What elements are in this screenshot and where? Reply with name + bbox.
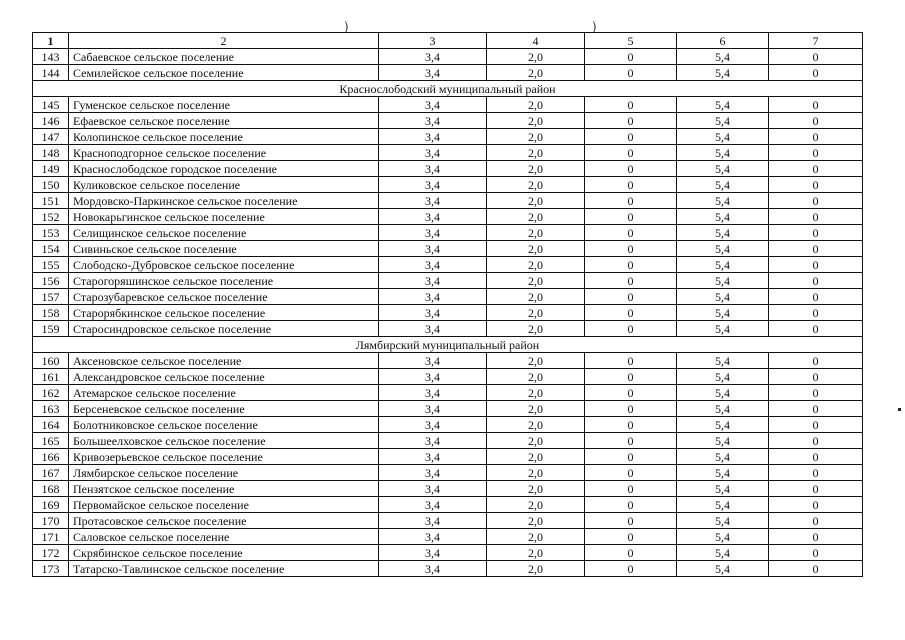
value-col-6: 5,4 [677, 225, 769, 241]
table-row [33, 129, 863, 145]
row-number: 156 [33, 273, 69, 289]
settlement-name: Атемарское сельское поселение [69, 385, 379, 401]
value-col-7: 0 [769, 465, 863, 481]
value-col-4: 2,0 [487, 273, 585, 289]
table-row [33, 177, 863, 193]
value-col-4: 2,0 [487, 529, 585, 545]
value-col-7: 0 [769, 161, 863, 177]
table-row [33, 257, 863, 273]
column-header: 3 [379, 33, 487, 49]
value-col-3: 3,4 [379, 129, 487, 145]
value-col-3: 3,4 [379, 545, 487, 561]
value-col-3: 3,4 [379, 209, 487, 225]
value-col-6: 5,4 [677, 145, 769, 161]
row-number: 150 [33, 177, 69, 193]
row-number: 153 [33, 225, 69, 241]
value-col-5: 0 [585, 385, 677, 401]
table-body [33, 33, 863, 577]
value-col-7: 0 [769, 129, 863, 145]
value-col-6: 5,4 [677, 305, 769, 321]
value-col-4: 2,0 [487, 481, 585, 497]
settlement-name: Сабаевское сельское поселение [69, 49, 379, 65]
value-col-7: 0 [769, 417, 863, 433]
value-col-6: 5,4 [677, 513, 769, 529]
value-col-5: 0 [585, 65, 677, 81]
bracket-mark-icon: ) [344, 20, 349, 34]
settlement-name: Мордовско-Паркинское сельское поселение [69, 193, 379, 209]
value-col-3: 3,4 [379, 465, 487, 481]
municipal-table [32, 32, 863, 577]
value-col-3: 3,4 [379, 161, 487, 177]
value-col-7: 0 [769, 449, 863, 465]
settlement-name: Семилейское сельское поселение [69, 65, 379, 81]
value-col-5: 0 [585, 369, 677, 385]
value-col-5: 0 [585, 433, 677, 449]
table-row [33, 481, 863, 497]
value-col-5: 0 [585, 209, 677, 225]
value-col-3: 3,4 [379, 369, 487, 385]
value-col-6: 5,4 [677, 529, 769, 545]
value-col-5: 0 [585, 225, 677, 241]
table-row [33, 449, 863, 465]
value-col-7: 0 [769, 369, 863, 385]
value-col-3: 3,4 [379, 97, 487, 113]
value-col-3: 3,4 [379, 513, 487, 529]
table-row [33, 289, 863, 305]
header-row [33, 33, 863, 49]
table-row [33, 321, 863, 337]
settlement-name: Скрябинское сельское поселение [69, 545, 379, 561]
table-row [33, 385, 863, 401]
row-number: 173 [33, 561, 69, 577]
value-col-7: 0 [769, 193, 863, 209]
value-col-6: 5,4 [677, 129, 769, 145]
section-row [33, 337, 863, 353]
settlement-name: Лямбирское сельское поселение [69, 465, 379, 481]
value-col-4: 2,0 [487, 65, 585, 81]
value-col-5: 0 [585, 177, 677, 193]
value-col-4: 2,0 [487, 465, 585, 481]
value-col-5: 0 [585, 481, 677, 497]
value-col-5: 0 [585, 561, 677, 577]
value-col-4: 2,0 [487, 433, 585, 449]
value-col-4: 2,0 [487, 401, 585, 417]
settlement-name: Старогоряшинское сельское поселение [69, 273, 379, 289]
table-row [33, 545, 863, 561]
value-col-4: 2,0 [487, 161, 585, 177]
value-col-5: 0 [585, 513, 677, 529]
value-col-6: 5,4 [677, 481, 769, 497]
row-number: 147 [33, 129, 69, 145]
settlement-name: Пензятское сельское поселение [69, 481, 379, 497]
value-col-3: 3,4 [379, 417, 487, 433]
value-col-4: 2,0 [487, 129, 585, 145]
value-col-5: 0 [585, 113, 677, 129]
table-row [33, 225, 863, 241]
value-col-4: 2,0 [487, 497, 585, 513]
value-col-5: 0 [585, 257, 677, 273]
table-row [33, 145, 863, 161]
settlement-name: Первомайское сельское поселение [69, 497, 379, 513]
value-col-5: 0 [585, 161, 677, 177]
row-number: 145 [33, 97, 69, 113]
value-col-4: 2,0 [487, 353, 585, 369]
value-col-5: 0 [585, 49, 677, 65]
value-col-7: 0 [769, 145, 863, 161]
table-row [33, 401, 863, 417]
value-col-4: 2,0 [487, 321, 585, 337]
settlement-name: Красноподгорное сельское поселение [69, 145, 379, 161]
value-col-6: 5,4 [677, 385, 769, 401]
value-col-5: 0 [585, 545, 677, 561]
settlement-name: Куликовское сельское поселение [69, 177, 379, 193]
settlement-name: Старозубаревское сельское поселение [69, 289, 379, 305]
value-col-7: 0 [769, 545, 863, 561]
bracket-mark-icon: ) [592, 20, 597, 34]
stray-dot-mark [898, 408, 901, 411]
value-col-4: 2,0 [487, 449, 585, 465]
row-number: 164 [33, 417, 69, 433]
row-number: 168 [33, 481, 69, 497]
row-number: 169 [33, 497, 69, 513]
value-col-7: 0 [769, 481, 863, 497]
value-col-6: 5,4 [677, 177, 769, 193]
value-col-3: 3,4 [379, 65, 487, 81]
value-col-4: 2,0 [487, 369, 585, 385]
section-title: Краснослободский муниципальный район [33, 81, 863, 97]
value-col-3: 3,4 [379, 321, 487, 337]
value-col-7: 0 [769, 241, 863, 257]
table-row [33, 161, 863, 177]
value-col-4: 2,0 [487, 561, 585, 577]
value-col-4: 2,0 [487, 97, 585, 113]
value-col-6: 5,4 [677, 433, 769, 449]
value-col-6: 5,4 [677, 161, 769, 177]
column-header: 2 [69, 33, 379, 49]
settlement-name: Большеелховское сельское поселение [69, 433, 379, 449]
value-col-7: 0 [769, 385, 863, 401]
value-col-5: 0 [585, 97, 677, 113]
value-col-6: 5,4 [677, 113, 769, 129]
row-number: 161 [33, 369, 69, 385]
settlement-name: Селищинское сельское поселение [69, 225, 379, 241]
value-col-7: 0 [769, 177, 863, 193]
value-col-3: 3,4 [379, 561, 487, 577]
settlement-name: Новокарьгинское сельское поселение [69, 209, 379, 225]
value-col-7: 0 [769, 225, 863, 241]
settlement-name: Колопинское сельское поселение [69, 129, 379, 145]
value-col-5: 0 [585, 305, 677, 321]
column-header: 7 [769, 33, 863, 49]
settlement-name: Протасовское сельское поселение [69, 513, 379, 529]
section-title: Лямбирский муниципальный район [33, 337, 863, 353]
value-col-3: 3,4 [379, 433, 487, 449]
value-col-4: 2,0 [487, 241, 585, 257]
value-col-3: 3,4 [379, 241, 487, 257]
value-col-7: 0 [769, 353, 863, 369]
value-col-3: 3,4 [379, 225, 487, 241]
value-col-7: 0 [769, 321, 863, 337]
value-col-6: 5,4 [677, 465, 769, 481]
value-col-4: 2,0 [487, 225, 585, 241]
value-col-5: 0 [585, 449, 677, 465]
table-row [33, 529, 863, 545]
table-row [33, 97, 863, 113]
value-col-6: 5,4 [677, 241, 769, 257]
row-number: 159 [33, 321, 69, 337]
value-col-5: 0 [585, 145, 677, 161]
row-number: 143 [33, 49, 69, 65]
value-col-3: 3,4 [379, 497, 487, 513]
table-row [33, 497, 863, 513]
value-col-4: 2,0 [487, 289, 585, 305]
value-col-3: 3,4 [379, 177, 487, 193]
value-col-7: 0 [769, 97, 863, 113]
value-col-6: 5,4 [677, 209, 769, 225]
settlement-name: Гуменское сельское поселение [69, 97, 379, 113]
value-col-3: 3,4 [379, 529, 487, 545]
value-col-6: 5,4 [677, 561, 769, 577]
value-col-4: 2,0 [487, 305, 585, 321]
row-number: 170 [33, 513, 69, 529]
value-col-4: 2,0 [487, 545, 585, 561]
value-col-4: 2,0 [487, 417, 585, 433]
value-col-6: 5,4 [677, 497, 769, 513]
row-number: 154 [33, 241, 69, 257]
value-col-6: 5,4 [677, 65, 769, 81]
value-col-7: 0 [769, 273, 863, 289]
value-col-6: 5,4 [677, 49, 769, 65]
settlement-name: Сивиньское сельское поселение [69, 241, 379, 257]
value-col-3: 3,4 [379, 481, 487, 497]
value-col-6: 5,4 [677, 401, 769, 417]
value-col-7: 0 [769, 513, 863, 529]
value-col-7: 0 [769, 561, 863, 577]
table-row [33, 305, 863, 321]
value-col-5: 0 [585, 129, 677, 145]
value-col-3: 3,4 [379, 305, 487, 321]
settlement-name: Ефаевское сельское поселение [69, 113, 379, 129]
table-row [33, 417, 863, 433]
table-row [33, 65, 863, 81]
value-col-3: 3,4 [379, 113, 487, 129]
column-header: 4 [487, 33, 585, 49]
value-col-7: 0 [769, 529, 863, 545]
settlement-name: Саловское сельское поселение [69, 529, 379, 545]
value-col-7: 0 [769, 289, 863, 305]
value-col-5: 0 [585, 193, 677, 209]
value-col-4: 2,0 [487, 177, 585, 193]
value-col-3: 3,4 [379, 289, 487, 305]
row-number: 149 [33, 161, 69, 177]
value-col-4: 2,0 [487, 49, 585, 65]
value-col-7: 0 [769, 65, 863, 81]
value-col-4: 2,0 [487, 257, 585, 273]
value-col-4: 2,0 [487, 145, 585, 161]
section-row [33, 81, 863, 97]
value-col-3: 3,4 [379, 49, 487, 65]
value-col-6: 5,4 [677, 321, 769, 337]
column-header: 5 [585, 33, 677, 49]
value-col-3: 3,4 [379, 353, 487, 369]
table-row [33, 433, 863, 449]
value-col-7: 0 [769, 49, 863, 65]
row-number: 165 [33, 433, 69, 449]
value-col-5: 0 [585, 529, 677, 545]
table-row [33, 193, 863, 209]
value-col-5: 0 [585, 401, 677, 417]
table-row [33, 113, 863, 129]
settlement-name: Берсеневское сельское поселение [69, 401, 379, 417]
value-col-6: 5,4 [677, 369, 769, 385]
value-col-5: 0 [585, 497, 677, 513]
settlement-name: Александровское сельское поселение [69, 369, 379, 385]
row-number: 148 [33, 145, 69, 161]
value-col-6: 5,4 [677, 545, 769, 561]
settlement-name: Слободско-Дубровское сельское поселение [69, 257, 379, 273]
settlement-name: Краснослободское городское поселение [69, 161, 379, 177]
value-col-7: 0 [769, 257, 863, 273]
row-number: 163 [33, 401, 69, 417]
table-row [33, 353, 863, 369]
value-col-6: 5,4 [677, 449, 769, 465]
table-row [33, 369, 863, 385]
row-number: 155 [33, 257, 69, 273]
value-col-7: 0 [769, 497, 863, 513]
settlement-name: Старосиндровское сельское поселение [69, 321, 379, 337]
row-number: 167 [33, 465, 69, 481]
value-col-3: 3,4 [379, 273, 487, 289]
value-col-4: 2,0 [487, 209, 585, 225]
column-header: 1 [33, 33, 69, 49]
value-col-6: 5,4 [677, 289, 769, 305]
settlement-name: Кривозерьевское сельское поселение [69, 449, 379, 465]
value-col-7: 0 [769, 113, 863, 129]
value-col-3: 3,4 [379, 449, 487, 465]
value-col-6: 5,4 [677, 417, 769, 433]
row-number: 172 [33, 545, 69, 561]
column-header: 6 [677, 33, 769, 49]
value-col-3: 3,4 [379, 145, 487, 161]
value-col-7: 0 [769, 209, 863, 225]
row-number: 171 [33, 529, 69, 545]
value-col-5: 0 [585, 321, 677, 337]
table-row [33, 241, 863, 257]
settlement-name: Старорябкинское сельское поселение [69, 305, 379, 321]
value-col-5: 0 [585, 417, 677, 433]
table-row [33, 465, 863, 481]
row-number: 144 [33, 65, 69, 81]
value-col-4: 2,0 [487, 113, 585, 129]
row-number: 152 [33, 209, 69, 225]
value-col-6: 5,4 [677, 353, 769, 369]
value-col-7: 0 [769, 305, 863, 321]
value-col-7: 0 [769, 401, 863, 417]
table-row [33, 561, 863, 577]
value-col-6: 5,4 [677, 257, 769, 273]
table-row [33, 513, 863, 529]
value-col-3: 3,4 [379, 385, 487, 401]
row-number: 146 [33, 113, 69, 129]
row-number: 166 [33, 449, 69, 465]
value-col-5: 0 [585, 465, 677, 481]
value-col-5: 0 [585, 289, 677, 305]
table-row [33, 209, 863, 225]
value-col-5: 0 [585, 241, 677, 257]
row-number: 158 [33, 305, 69, 321]
row-number: 151 [33, 193, 69, 209]
value-col-4: 2,0 [487, 513, 585, 529]
settlement-name: Аксеновское сельское поселение [69, 353, 379, 369]
value-col-6: 5,4 [677, 97, 769, 113]
value-col-6: 5,4 [677, 193, 769, 209]
value-col-5: 0 [585, 273, 677, 289]
settlement-name: Болотниковское сельское поселение [69, 417, 379, 433]
settlement-name: Татарско-Тавлинское сельское поселение [69, 561, 379, 577]
value-col-3: 3,4 [379, 401, 487, 417]
value-col-3: 3,4 [379, 257, 487, 273]
value-col-3: 3,4 [379, 193, 487, 209]
value-col-6: 5,4 [677, 273, 769, 289]
value-col-7: 0 [769, 433, 863, 449]
row-number: 157 [33, 289, 69, 305]
table-row [33, 49, 863, 65]
value-col-5: 0 [585, 353, 677, 369]
value-col-4: 2,0 [487, 385, 585, 401]
table-row [33, 273, 863, 289]
row-number: 160 [33, 353, 69, 369]
row-number: 162 [33, 385, 69, 401]
value-col-4: 2,0 [487, 193, 585, 209]
